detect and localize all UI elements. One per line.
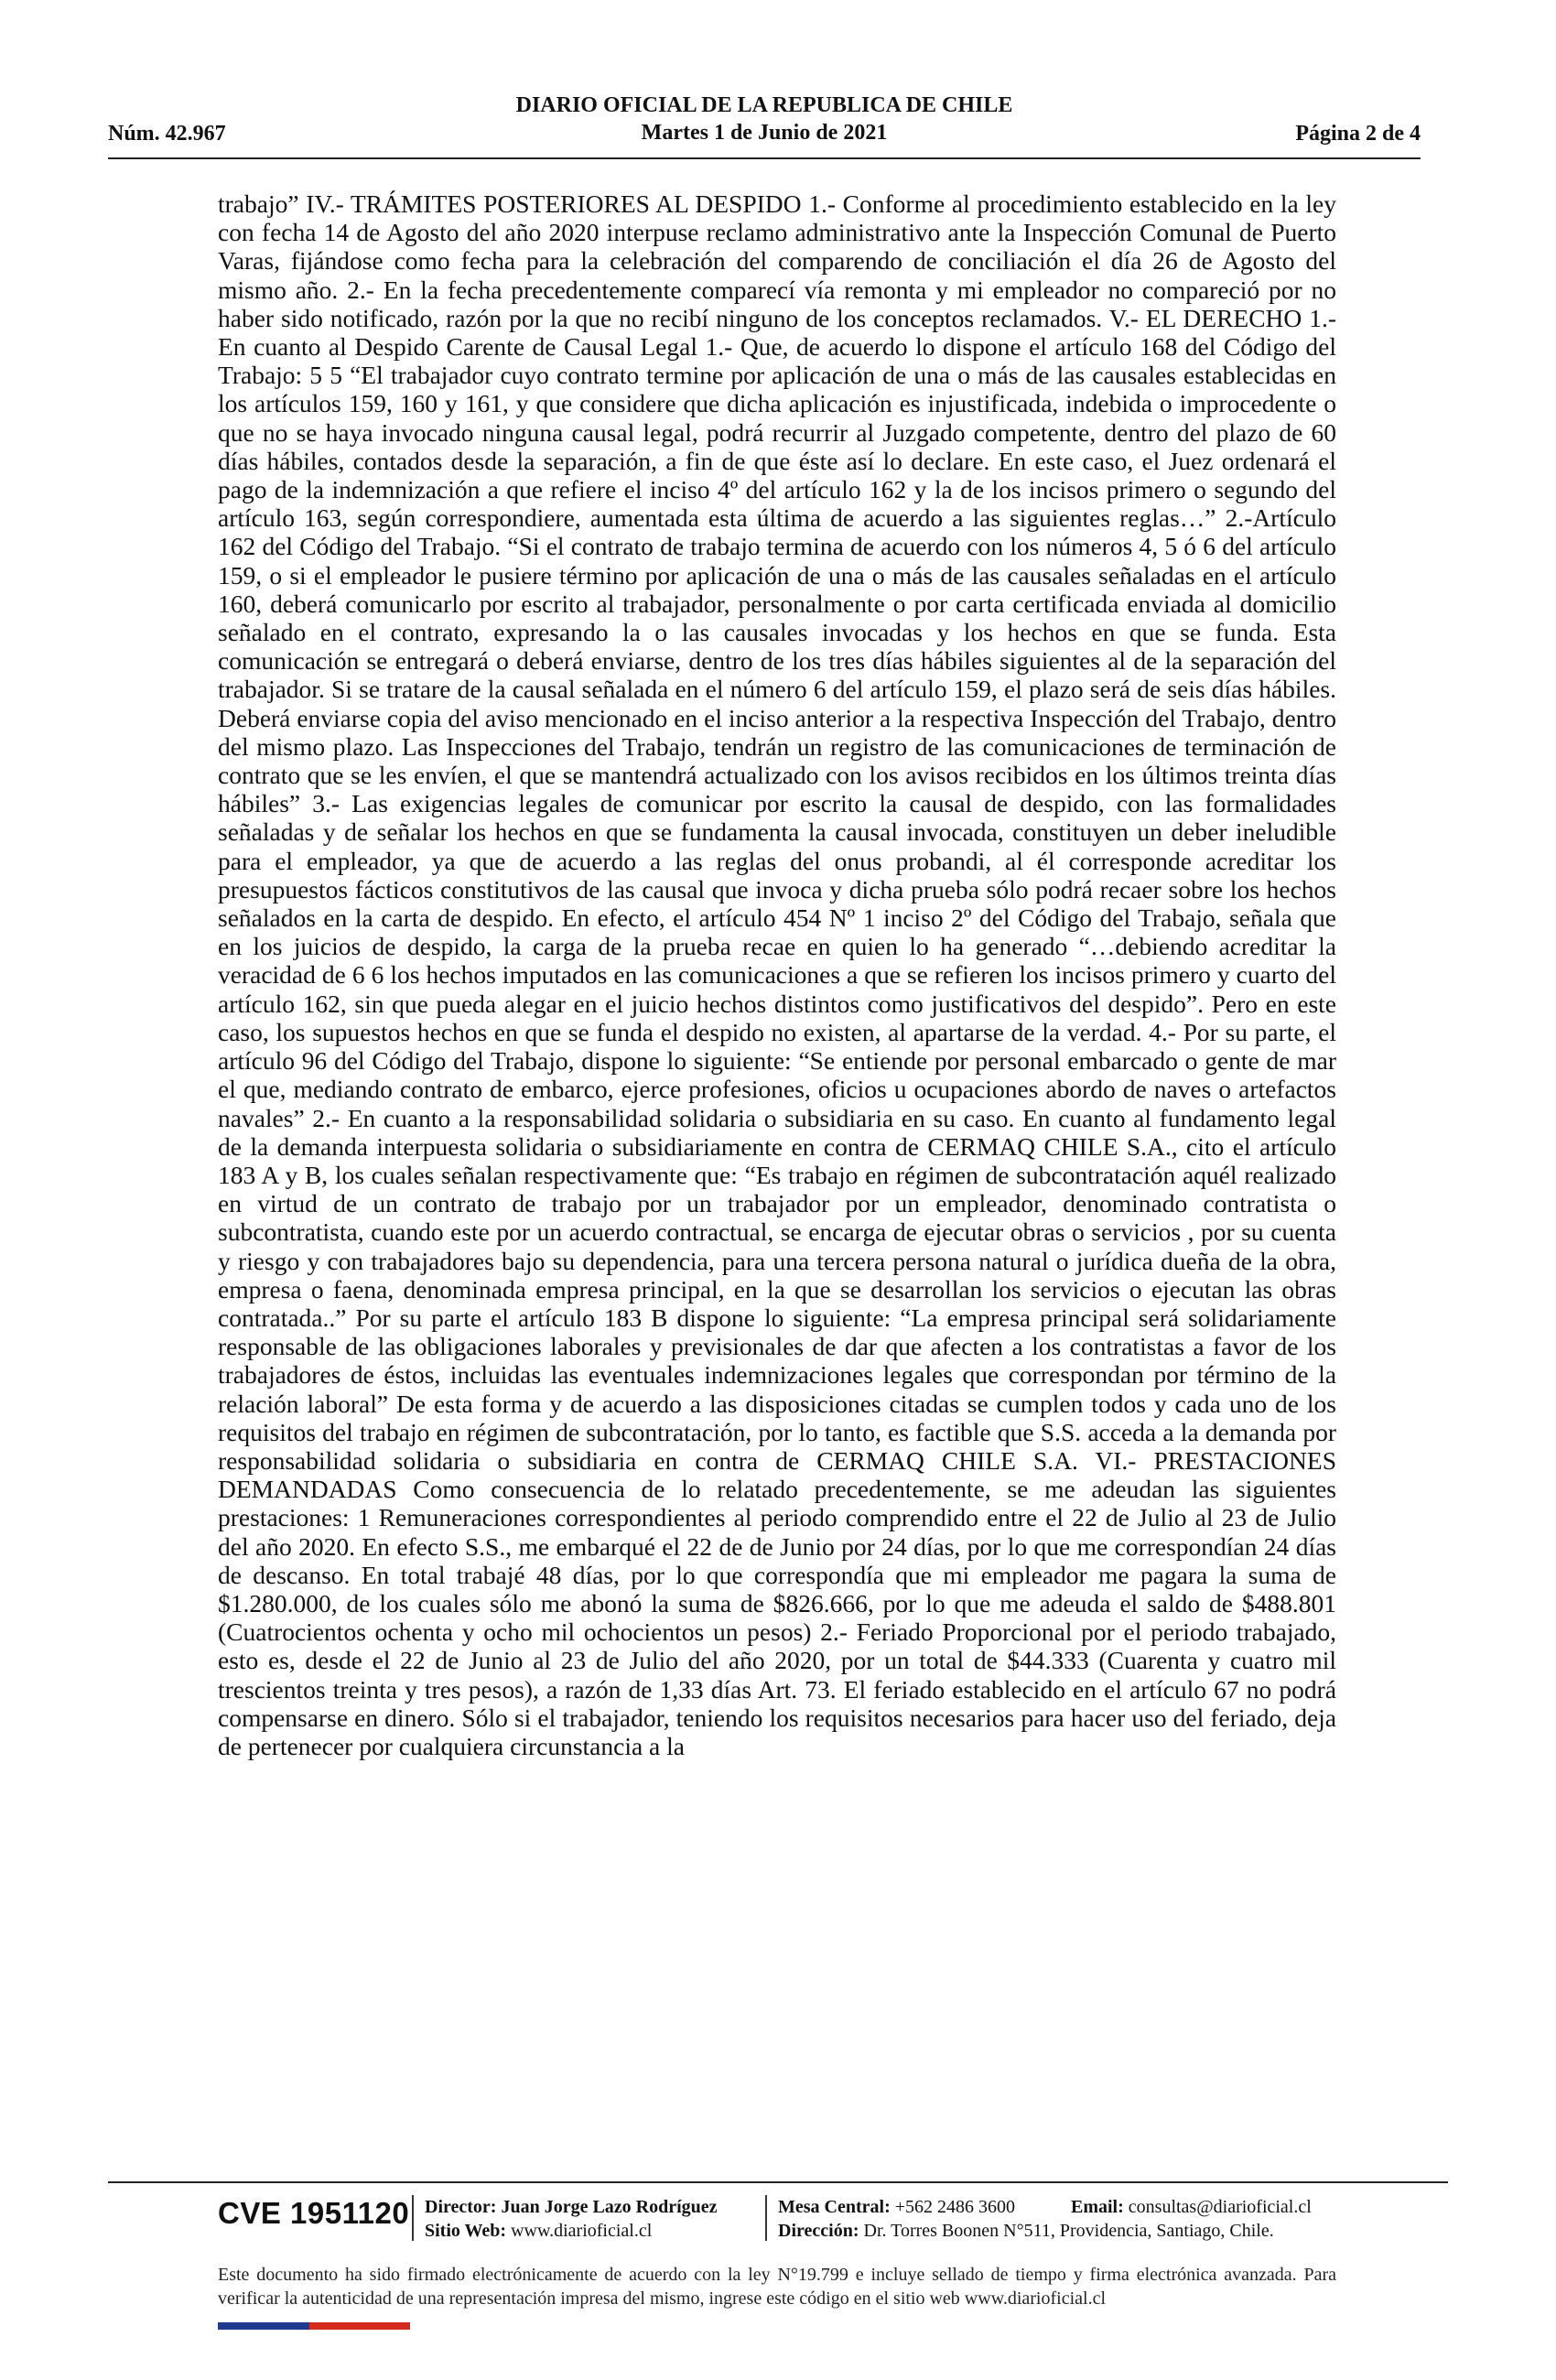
email-link[interactable]: consultas@diarioficial.cl [1128,2197,1312,2217]
address-line [778,2219,1274,2243]
website-link[interactable]: www.diarioficial.cl [511,2221,653,2241]
email-line [1071,2195,1312,2219]
signature-notice: Este documento ha sido firmado electrónicamente de acuerdo con la ley N°19.799 e incluye sellado de tiempo y firma electrónica avanzada. Para verificar la autenticidad de una representación impresa del mismo, ingrese este código en el sitio web www.diarioficial.cl [218,2265,1336,2309]
footer-divider [108,2181,1448,2183]
flag-stripe-blue [218,2322,309,2330]
flag-stripe-red [309,2322,410,2330]
journal-title: DIARIO OFICIAL DE LA REPUBLICA DE CHILE [515,93,1013,117]
director-line [425,2195,718,2219]
issue-date: Martes 1 de Junio de 2021 [641,121,888,145]
address-value: Dr. Torres Boonen N°511, Providencia, Santiago, Chile. [863,2221,1274,2241]
website-label: Sitio Web: [425,2221,507,2241]
address-label: Dirección: [778,2221,859,2241]
cve-code: CVE 1951120 [218,2196,410,2230]
page-header [108,92,1421,156]
document-body: trabajo” IV.- TRÁMITES POSTERIORES AL DESPIDO 1.- Conforme al procedimiento establecido en la ley con fecha 14 de Agosto del año 2020 interpuse reclamo administrativo ante la Inspección Comunal de Puerto Varas, fijándose como fecha para la celebración del comparendo de conciliación el día 26 de Agosto del mismo año. 2.- En la fecha precedentemente comparecí vía remonta y mi empleador no compareció por no haber sido notificado, razón por la que no recibí ninguno de los conceptos reclamados. V.- EL DERECHO 1.- En cuanto al Despido Carente de Causal Legal 1.- Que, de acuerdo lo dispone el artículo 168 del Código del Trabajo: 5 5 “El trabajador cuyo contrato termine por aplicación de una o más de las causales establecidas en los artículos 159, 160 y 161, y que considere que dicha aplicación es injustificada, indebida o improcedente o que no se haya invocado ninguna causal legal, podrá recurrir al Juzgado competente, dentro del plazo de 60 días hábiles, contados desde la separación, a fin de que éste así lo declare. En este caso, el Juez ordenará el pago de la indemnización a que refiere el inciso 4º del artículo 162 y la de los incisos primero o segundo del artículo 163, según correspondiere, aumentada esta última de acuerdo a las siguientes reglas…” 2.-Artículo 162 del Código del Trabajo. “Si el contrato de trabajo termina de acuerdo con los números 4, 5 ó 6 del artículo 159, o si el empleador le pusiere término por aplicación de una o más de las causales señaladas en el artículo 160, deberá comunicarlo por escrito al trabajador, personalmente o por carta certificada enviada al domicilio señalado en el contrato, expresando la o las causales invocadas y los hechos en que se funda. Esta comunicación se entregará o deberá enviarse, dentro de los tres días hábiles siguientes al de la separación del trabajador. Si se tratare de la causal señalada en el número 6 del artículo 159, el plazo será de seis días hábiles. Deberá enviarse copia del aviso mencionado en el inciso anterior a la respectiva Inspección del Trabajo, dentro del mismo plazo. Las Inspecciones del Trabajo, tendrán un registro de las comunicaciones de terminación de contrato que se les envíen, el que se mantendrá actualizado con los avisos recibidos en los últimos treinta días hábiles” 3.- Las exigencias legales de comunicar por escrito la causal de despido, con las formalidades señaladas y de señalar los hechos en que se fundamenta la causal invocada, constituyen un deber ineludible para el empleador, ya que de acuerdo a las reglas del onus probandi, al él corresponde acreditar los presupuestos fácticos constitutivos de las causal que invoca y dicha prueba sólo podrá recaer sobre los hechos señalados en la carta de despido. En efecto, el artículo 454 Nº 1 inciso 2º del Código del Trabajo, señala que en los juicios de despido, la carga de la prueba recae en quien lo ha generado “…debiendo acreditar la veracidad de 6 6 los hechos imputados en las comunicaciones a que se refieren los incisos primero y cuarto del artículo 162, sin que pueda alegar en el juicio hechos distintos como justificativos del despido”. Pero en este caso, los supuestos hechos en que se funda el despido no existen, al apartarse de la verdad. 4.- Por su parte, el artículo 96 del Código del Trabajo, dispone lo siguiente: “Se entiende por personal embarcado o gente de mar el que, mediando contrato de embarco, ejerce profesiones, oficios u ocupaciones abordo de naves o artefactos navales” 2.- En cuanto a la responsabilidad solidaria o subsidiaria en su caso. En cuanto al fundamento legal de la demanda interpuesta solidaria o subsidiariamente en contra de CERMAQ CHILE S.A., cito el artículo 183 A y B, los cuales señalan respectivamente que: “Es trabajo en régimen de subcontratación aquél realizado en virtud de un contrato de trabajo por un trabajador por un empleador, denominado contratista o subcontratista, cuando este por un acuerdo contractual, se encarga de ejecutar obras o servicios , por su cuenta y riesgo y con trabajadores bajo su dependencia, para una tercera persona natural o jurídica dueña de la obra, empresa o faena, denominada empresa principal, en la que se desarrollan los servicios o ejecutan las obras contratada..” Por su parte el artículo 183 B dispone lo siguiente: “La empresa principal será solidariamente responsable de las obligaciones laborales y previsionales de dar que afecten a los contratistas a favor de los trabajadores de éstos, incluidas las eventuales indemnizaciones legales que correspondan por término de la relación laboral” De esta forma y de acuerdo a las disposiciones citadas se cumplen todos y cada uno de los requisitos del trabajo en régimen de subcontratación, por lo tanto, es factible que S.S. acceda a la demanda por responsabilidad solidaria o subsidiaria en contra de CERMAQ CHILE S.A. VI.- PRESTACIONES DEMANDADAS Como consecuencia de lo relatado precedentemente, se me adeudan las siguientes prestaciones: 1 Remuneraciones correspondientes al periodo comprendido entre el 22 de Julio al 23 de Julio del año 2020. En efecto S.S., me embarqué el 22 de de Junio por 24 días, por lo que me correspondían 24 días de descanso. En total trabajé 48 días, por lo que correspondía que mi empleador me pagara la suma de $1.280.000, de los cuales sólo me abonó la suma de $826.666, por lo que me adeuda el saldo de $488.801 (Cuatrocientos ochenta y ocho mil ochocientos un pesos) 2.- Feriado Proporcional por el periodo trabajado, esto es, desde el 22 de Junio al 23 de Julio del año 2020, por un total de $44.333 (Cuarenta y cuatro mil trescientos treinta y tres pesos), a razón de 1,33 días Art. 73. El feriado establecido en el artículo 67 no podrá compensarse en dinero. Sólo si el trabajador, teniendo los requisitos necesarios para hacer uso del feriado, deja de pertenecer por cualquiera circunstancia a la [218,189,1336,1760]
footer-separator [412,2195,414,2241]
phone-line [778,2195,1015,2219]
journal-title-block [108,92,1421,146]
website-line [425,2219,652,2243]
phone-number: +562 2486 3600 [894,2197,1016,2217]
email-label: Email: [1071,2197,1124,2217]
director-label: Director: [425,2197,497,2217]
phone-label: Mesa Central: [778,2197,891,2217]
issue-number: Núm. 42.967 [108,122,226,146]
header-divider [108,157,1421,159]
page-indicator: Página 2 de 4 [1295,122,1421,146]
director-name: Juan Jorge Lazo Rodríguez [501,2197,718,2217]
footer-separator [765,2195,767,2241]
